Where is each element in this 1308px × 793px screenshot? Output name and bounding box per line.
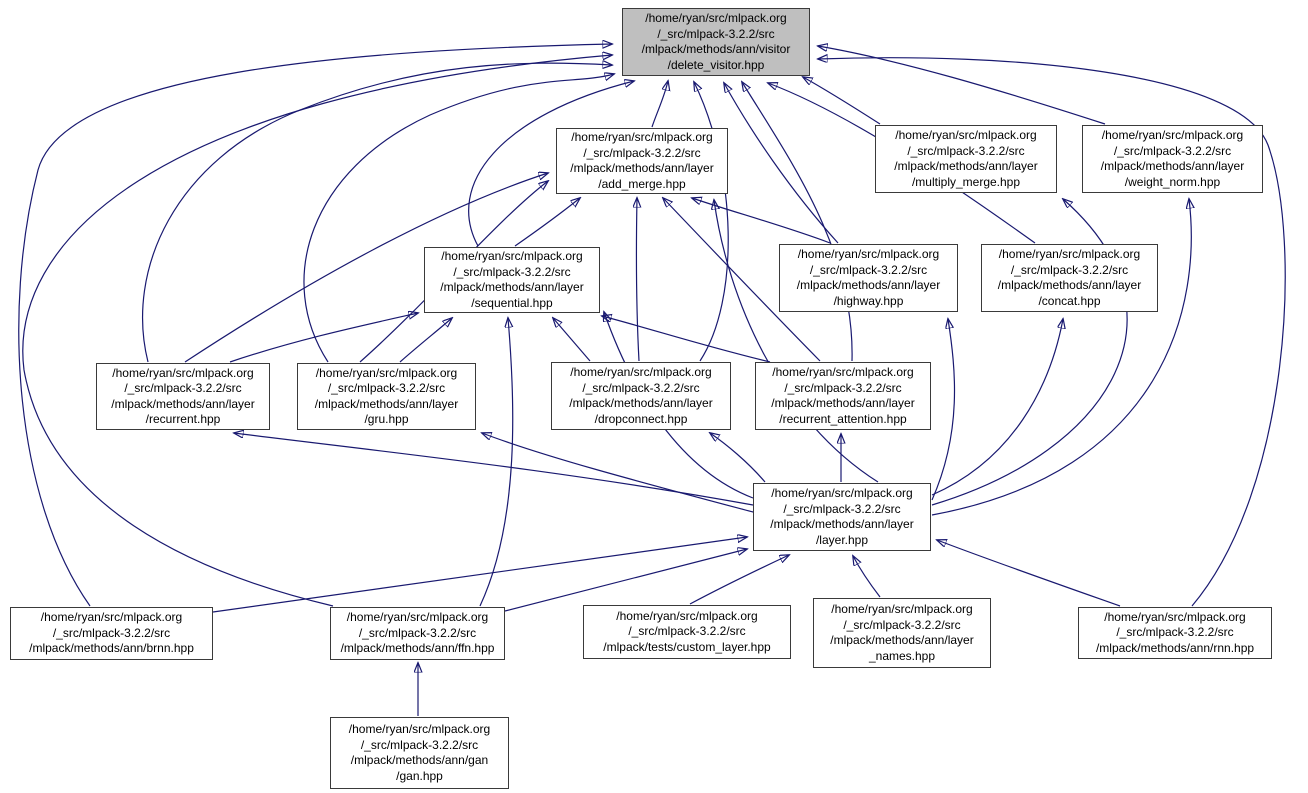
node-line: /mlpack/methods/ann/layer	[111, 396, 255, 411]
node-recurrent-attention[interactable]	[755, 362, 931, 430]
node-layer-names[interactable]	[813, 598, 991, 668]
node-line: /home/ryan/src/mlpack.org	[616, 608, 758, 623]
node-concat[interactable]	[981, 244, 1158, 312]
edge-recurrent-attention-to-sequential	[602, 316, 770, 362]
edge-layer-to-recurrent	[234, 433, 753, 505]
node-line: _names.hpp	[868, 648, 936, 663]
node-line: /_src/mlpack-3.2.2/src	[52, 625, 171, 640]
node-line: /home/ryan/src/mlpack.org	[315, 365, 458, 380]
edge-add-merge-to-delete-visitor	[652, 81, 668, 127]
node-line: /mlpack/methods/ann/layer	[830, 633, 974, 647]
node-line: /home/ryan/src/mlpack.org	[772, 365, 914, 379]
node-line: /gan.hpp	[396, 768, 443, 783]
node-line: /mlpack/methods/ann/brnn.hpp	[29, 641, 194, 656]
node-line: /home/ryan/src/mlpack.org	[441, 249, 583, 263]
node-line: /gru.hpp	[364, 412, 409, 426]
node-line: /mlpack/methods/ann/layer	[314, 396, 459, 411]
node-line: /mlpack/methods/ann/visitor	[641, 42, 791, 56]
node-line: /mlpack/methods/ann/gan	[350, 753, 489, 767]
node-line: /add_merge.hpp	[598, 176, 686, 191]
node-line: /home/ryan/src/mlpack.org	[645, 11, 787, 25]
node-line: /mlpack/methods/ann/layer	[1100, 159, 1245, 173]
node-line: /concat.hpp	[1038, 293, 1101, 308]
node-line: /_src/mlpack-3.2.2/src	[843, 617, 961, 632]
edge-gru-to-delete-visitor	[304, 74, 614, 362]
node-line: /mlpack/methods/ann/layer	[997, 278, 1142, 292]
node-line: /_src/mlpack-3.2.2/src	[907, 143, 1025, 158]
node-line: /home/ryan/src/mlpack.org	[1104, 609, 1246, 624]
edge-gru-to-sequential	[400, 318, 452, 362]
edge-layer-names-to-layer	[853, 556, 880, 597]
edge-layer-to-add-merge	[714, 200, 878, 482]
node-sequential[interactable]	[424, 247, 600, 313]
node-line: /highway.hpp	[833, 293, 904, 308]
node-line: /weight_norm.hpp	[1124, 174, 1221, 189]
edge-sequential-to-add-merge	[515, 198, 580, 246]
edge-dropconnect-to-sequential	[553, 318, 590, 361]
node-line: /layer.hpp	[815, 532, 869, 547]
node-line: /mlpack/methods/ann/layer	[894, 159, 1038, 173]
edge-layer-to-gru	[482, 433, 753, 512]
node-line: /_src/mlpack-3.2.2/src	[327, 381, 446, 395]
edge-dropconnect-to-add-merge	[636, 198, 639, 361]
node-line: /home/ryan/src/mlpack.org	[40, 610, 183, 625]
node-line: /home/ryan/src/mlpack.org	[797, 247, 940, 261]
node-line: /home/ryan/src/mlpack.org	[1101, 128, 1244, 142]
node-line: /_src/mlpack-3.2.2/src	[809, 262, 928, 277]
node-line: /recurrent.hpp	[145, 412, 221, 426]
node-line: /home/ryan/src/mlpack.org	[571, 130, 713, 144]
edge-dropconnect-to-delete-visitor	[694, 82, 728, 361]
node-ffn[interactable]	[330, 607, 505, 660]
node-line: /home/ryan/src/mlpack.org	[771, 486, 913, 500]
node-gru[interactable]	[297, 363, 476, 430]
edge-ffn-to-delete-visitor	[23, 55, 612, 606]
node-line: /_src/mlpack-3.2.2/src	[360, 737, 479, 752]
node-line: /mlpack/methods/ann/rnn.hpp	[1095, 640, 1255, 655]
node-line: /_src/mlpack-3.2.2/src	[582, 380, 700, 395]
node-line: /mlpack/methods/ann/layer	[770, 517, 914, 531]
node-custom-layer[interactable]	[583, 605, 791, 659]
node-multiply-merge[interactable]	[875, 125, 1057, 193]
node-line: /home/ryan/src/mlpack.org	[831, 602, 973, 616]
node-line: /home/ryan/src/mlpack.org	[570, 365, 712, 379]
node-line: /_src/mlpack-3.2.2/src	[784, 380, 902, 395]
node-line: /home/ryan/src/mlpack.org	[112, 365, 254, 380]
edge-ffn-to-layer	[505, 549, 747, 611]
node-line: /home/ryan/src/mlpack.org	[895, 128, 1037, 142]
node-gan[interactable]	[330, 717, 509, 789]
node-line: /_src/mlpack-3.2.2/src	[783, 501, 901, 516]
node-line: /sequential.hpp	[471, 295, 553, 310]
node-line: /home/ryan/src/mlpack.org	[348, 722, 491, 736]
node-add-merge[interactable]	[556, 128, 728, 194]
edge-highway-to-add-merge	[692, 198, 830, 243]
node-line: /mlpack/methods/ann/layer	[771, 396, 915, 410]
edge-layer-to-highway	[932, 319, 955, 500]
node-line: /home/ryan/src/mlpack.org	[346, 610, 489, 625]
node-line: /_src/mlpack-3.2.2/src	[1116, 625, 1234, 640]
node-highway[interactable]	[779, 244, 958, 312]
edge-brnn-to-layer	[213, 537, 747, 612]
node-line: /mlpack/methods/ann/layer	[570, 161, 714, 175]
node-line: /recurrent_attention.hpp	[779, 411, 907, 426]
node-line: /_src/mlpack-3.2.2/src	[657, 26, 775, 41]
node-delete-visitor[interactable]	[622, 8, 810, 76]
edge-layer-to-dropconnect	[710, 433, 765, 482]
node-dropconnect[interactable]	[551, 362, 731, 430]
node-line: /mlpack/tests/custom_layer.hpp	[603, 639, 771, 654]
node-layer[interactable]	[753, 483, 931, 551]
edge-custom-layer-to-layer	[690, 555, 789, 604]
node-line: /home/ryan/src/mlpack.org	[998, 247, 1141, 261]
node-line: /mlpack/methods/ann/layer	[796, 278, 941, 292]
node-brnn[interactable]	[10, 607, 213, 660]
node-line: /_src/mlpack-3.2.2/src	[1010, 262, 1129, 277]
node-line: /dropconnect.hpp	[594, 411, 688, 426]
edge-recurrent-attention-to-delete-visitor	[742, 82, 852, 361]
edge-rnn-to-layer	[937, 540, 1120, 606]
node-rnn[interactable]	[1078, 607, 1272, 659]
node-line: /_src/mlpack-3.2.2/src	[124, 381, 242, 395]
node-line: /_src/mlpack-3.2.2/src	[453, 264, 571, 279]
node-line: /multiply_merge.hpp	[911, 174, 1021, 189]
node-line: /delete_visitor.hpp	[667, 57, 765, 72]
node-line: /_src/mlpack-3.2.2/src	[358, 625, 477, 640]
node-line: /mlpack/methods/ann/layer	[440, 280, 584, 294]
node-line: /mlpack/methods/ann/layer	[569, 396, 713, 410]
node-line: /_src/mlpack-3.2.2/src	[1113, 143, 1232, 158]
node-line: /_src/mlpack-3.2.2/src	[628, 624, 746, 639]
node-line: /mlpack/methods/ann/ffn.hpp	[340, 641, 495, 656]
node-line: /_src/mlpack-3.2.2/src	[583, 145, 701, 160]
node-recurrent[interactable]	[96, 363, 270, 430]
edge-ffn-to-sequential	[480, 318, 513, 606]
edge-recurrent-to-delete-visitor	[143, 63, 612, 362]
node-weight-norm[interactable]	[1082, 125, 1263, 193]
